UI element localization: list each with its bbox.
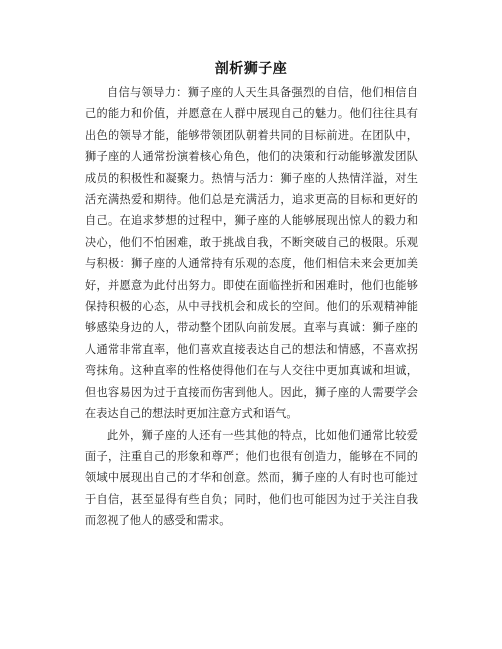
paragraph: 自信与领导力：狮子座的人天生具备强烈的自信，他们相信自己的能力和价值，并愿意在人群中展现自己的魅力。他们往往具有出色的领导才能，能够带领团队朝着共同的目标前进。在团队中，狮子座的人通常扮演着核心角色，他们的决策和行动能够激发团队成员的积极性和凝聚力。热情与活力：狮子座的人热情洋溢，对生活充满热爱和期待。他们总是充满活力，追求更高的目标和更好的自己。在追求梦想的过程中，狮子座的人能够展现出惊人的毅力和决心，他们不怕困难，敢于挑战自我，不断突破自己的极限。乐观与积极：狮子座的人通常持有乐观的态度，他们相信未来会更加美好，并愿意为此付出努力。即使在面临挫折和困难时，他们也能够保持积极的心态，从中寻找机会和成长的空间。他们的乐观精神能够感染身边的人，带动整个团队向前发展。直率与真诚：狮子座的人通常非常直率，他们喜欢直接表达自己的想法和情感，不喜欢拐弯抹角。这种直率的性格使得他们在与人交往中更加真诚和坦诚，但也容易因为过于直接而伤害到他人。因此，狮子座的人需要学会在表达自己的想法时更加注意方式和语气。 <box>85 86 418 421</box>
document-title: 剖析狮子座 <box>214 61 288 77</box>
document-body <box>85 82 418 532</box>
paragraph: 此外，狮子座的人还有一些其他的特点，比如他们通常比较爱面子，注重自己的形象和尊严；他们也很有创造力，能够在不同的领域中展现出自己的才华和创意。然而，狮子座的人有时也可能过于自信，甚至显得有些自负；同时，他们也可能因为过于关注自我而忽视了他人的感受和需求。 <box>85 428 418 528</box>
